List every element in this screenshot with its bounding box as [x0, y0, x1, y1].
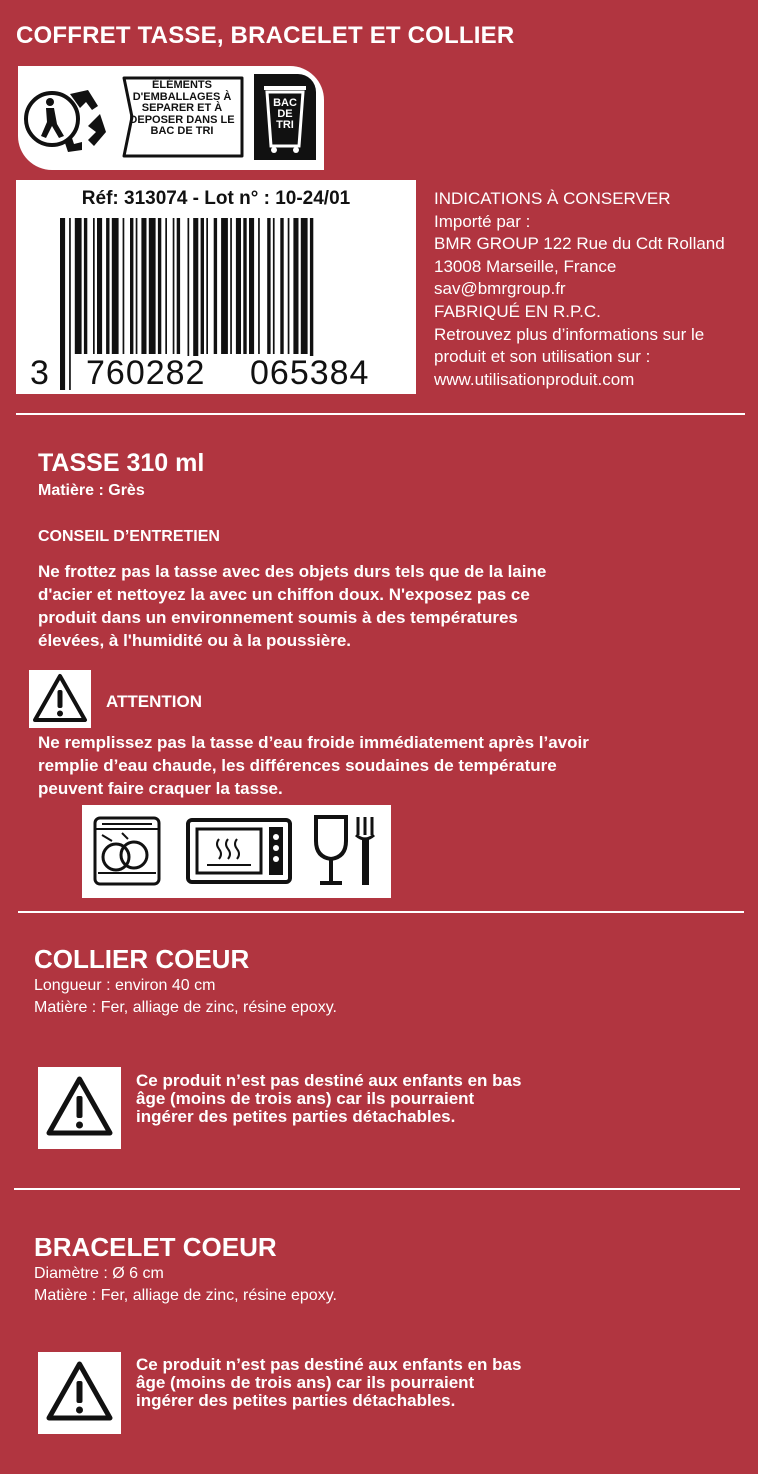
barcode-bar [214, 218, 217, 354]
barcode-bar [165, 218, 167, 354]
care-title: CONSEIL D’ENTRETIEN [38, 528, 220, 545]
barcode-bar [158, 218, 161, 354]
divider [18, 911, 744, 913]
section-heading-tasse: TASSE 310 ml [38, 449, 205, 477]
barcode-bar [177, 218, 180, 354]
collier-child-warning: Ce produit n’est pas destiné aux enfants en bas âge (moins de trois ans) car ils pourraient ingérer des petites parties détachables. [136, 1071, 522, 1126]
barcode-bar [249, 218, 254, 354]
barcode-bar [201, 218, 204, 354]
barcode-bar [106, 218, 109, 354]
dishwasher-icon [92, 815, 162, 887]
importer-address: BMR GROUP 122 Rue du Cdt Rolland [434, 234, 725, 254]
tasse-material: Matière : Grès [38, 482, 145, 499]
food-safe-icon [310, 813, 384, 889]
importer-label: Importé par : [434, 211, 531, 231]
barcode-digits-right: 065384 [250, 354, 370, 392]
divider [14, 1188, 740, 1190]
barcode-bar [97, 218, 102, 354]
barcode-bar [173, 218, 175, 354]
attention-text: Ne remplissez pas la tasse d’eau froide immédiatement après l’avoir remplie d’eau chaude, les différences soudaines de température peuvent faire craquer la tasse. [38, 733, 589, 798]
barcode-bar [84, 218, 87, 354]
more-info-line: produit et son utilisation sur : [434, 347, 651, 367]
barcode-bar [123, 218, 125, 354]
barcode-bar [243, 218, 246, 354]
more-info-line: Retrouvez plus d’informations sur le [434, 324, 705, 344]
barcode-bar [60, 218, 65, 390]
origin: FABRIQUÉ EN R.P.C. [434, 301, 601, 321]
barcode-label [16, 180, 416, 394]
bin-label: BAC DE TRI [273, 97, 297, 131]
contact-email: sav@bmrgroup.fr [434, 279, 566, 299]
bracelet-material: Matière : Fer, alliage de zinc, résine epoxy. [34, 1287, 337, 1304]
collier-length: Longueur : environ 40 cm [34, 977, 216, 994]
collier-material: Matière : Fer, alliage de zinc, résine epoxy. [34, 999, 337, 1016]
barcode-bar [206, 218, 208, 354]
section-heading-bracelet: BRACELET COEUR [34, 1232, 277, 1262]
barcode-bar [136, 218, 138, 354]
page-title: COFFRET TASSE, BRACELET ET COLLIER [16, 22, 515, 49]
barcode-bar [149, 218, 156, 354]
microwave-icon [185, 817, 293, 885]
barcode-bar [267, 218, 270, 354]
recycling-person-icon [24, 80, 110, 158]
attention-warning-icon [29, 670, 91, 728]
barcode-bar [69, 218, 71, 390]
retention-info [434, 188, 758, 391]
triman-instruction: ÉLÉMENTS D'EMBALLAGES À SEPARER ET À DEPOSER DANS LE BAC DE TRI [129, 79, 235, 137]
attention-title: ATTENTION [106, 692, 203, 711]
usage-icons [82, 805, 391, 898]
barcode-bar [258, 218, 260, 354]
info-website: www.utilisationproduit.com [434, 369, 635, 389]
barcode-bar [293, 218, 298, 354]
barcode-bar [75, 218, 82, 354]
barcode-bar [130, 218, 133, 354]
barcode-bar [221, 218, 228, 354]
barcode-bar [112, 218, 119, 354]
child-warning-icon [38, 1067, 121, 1149]
care-instructions: Ne frottez pas la tasse avec des objets durs tels que de la laine d'acier et nettoyez la avec un chiffon doux. N'exposez pas ce produit dans un environnement soumis à des températures élevées, à l'humidité ou à la poussière. [38, 562, 547, 650]
barcode-bar [93, 218, 95, 354]
barcode-digit-first: 3 [30, 354, 50, 392]
divider [16, 413, 745, 415]
barcode-bar [230, 218, 232, 354]
section-heading-collier: COLLIER COEUR [34, 944, 250, 974]
barcode-bar [273, 218, 275, 354]
barcode-bar [301, 218, 308, 354]
triman-recycling-logo [18, 66, 324, 170]
barcode-bar [141, 218, 146, 354]
barcode-bar [236, 218, 241, 354]
barcode-bar [280, 218, 283, 354]
barcode-digits-left: 760282 [86, 354, 206, 392]
bracelet-child-warning: Ce produit n’est pas destiné aux enfants en bas âge (moins de trois ans) car ils pourraient ingérer des petites parties détachables. [136, 1355, 522, 1410]
importer-city: 13008 Marseille, France [434, 256, 617, 276]
child-warning-icon [38, 1352, 121, 1434]
reference-lot: Réf: 313074 - Lot n° : 10-24/01 [81, 188, 351, 209]
bracelet-diameter: Diamètre : Ø 6 cm [34, 1265, 164, 1282]
retention-heading: INDICATIONS À CONSERVER [434, 189, 671, 208]
barcode-bar [288, 218, 290, 354]
